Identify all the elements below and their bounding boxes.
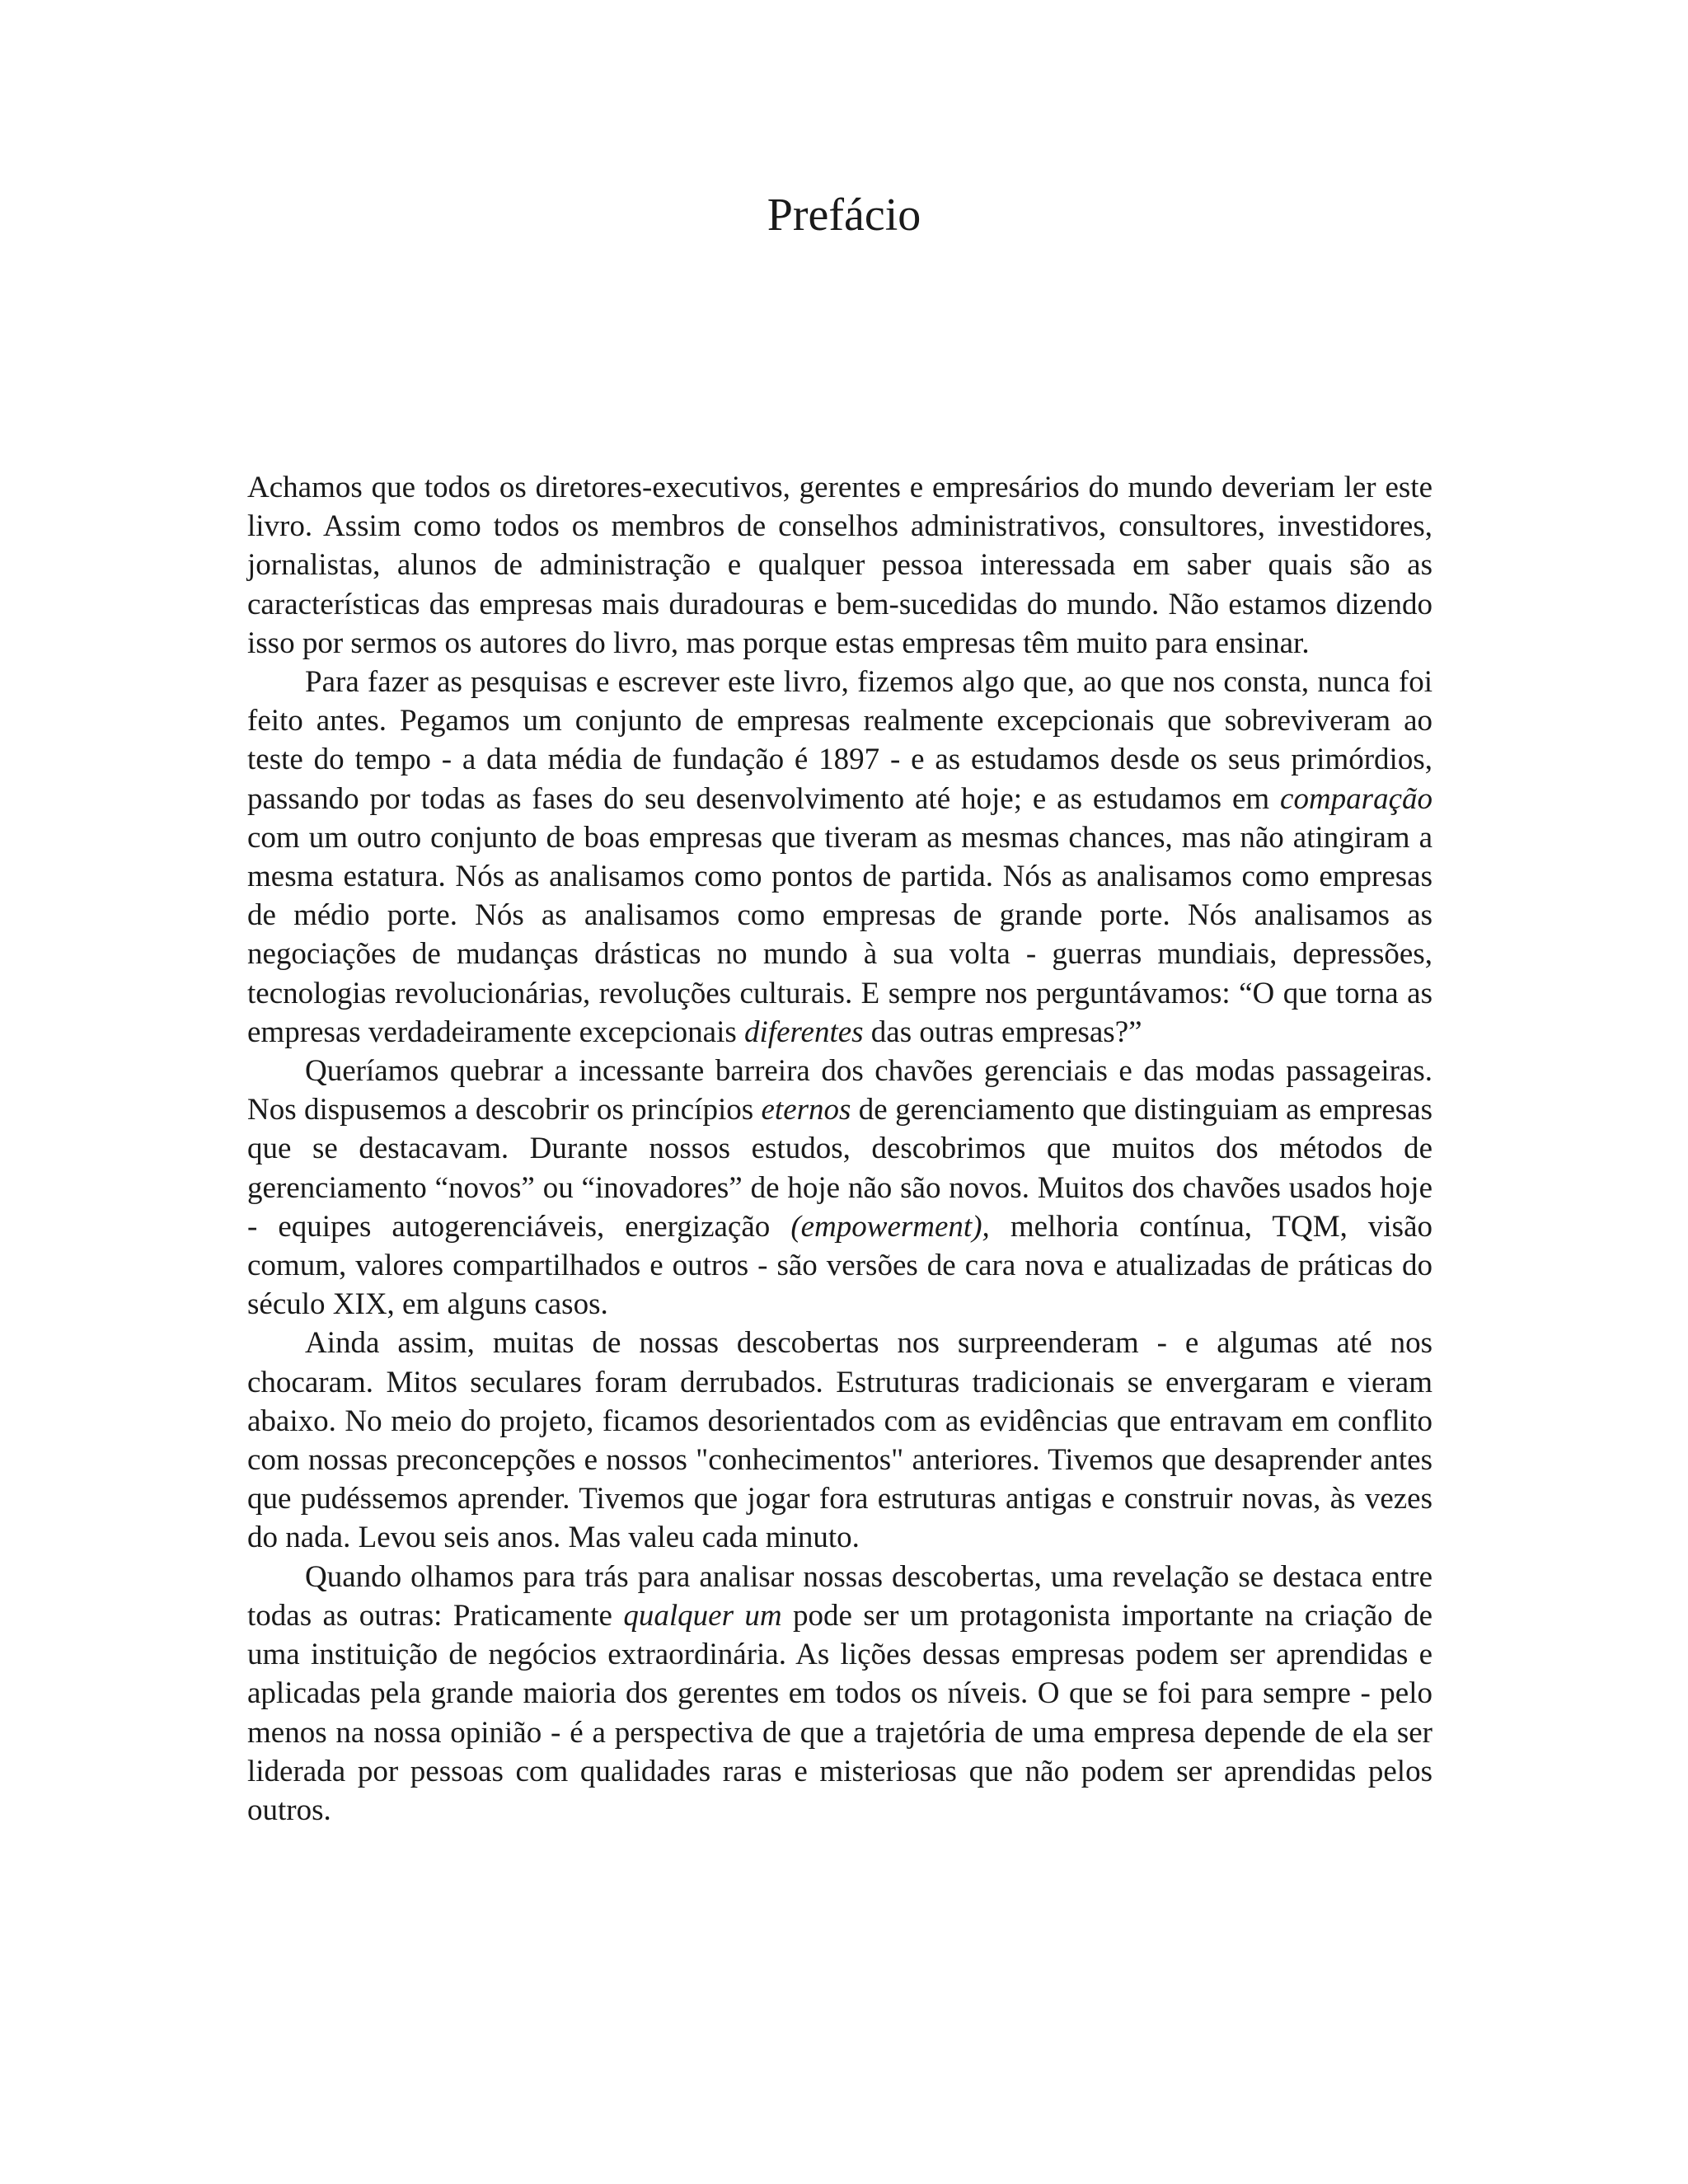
paragraph-text: das outras empresas?”	[863, 1015, 1142, 1049]
italic-emphasis: (empowerment),	[790, 1209, 990, 1244]
paragraph-text: Ainda assim, muitas de nossas descobertas nos surpreenderam - e algumas até nos chocaram. Mitos seculares foram derrubados. Estruturas tradicionais se envergaram e vieram abaixo. No meio do projeto, ficamos desorientados com as evidências que entravam em conflito com nossas preconcepções e nossos "conhecimentos" anteriores. Tivemos que desaprender antes que pudéssemos aprender. Tivemos que jogar fora estruturas antigas e construir novas, às vezes do nada. Levou seis anos. Mas valeu cada minuto.	[247, 1326, 1432, 1555]
paragraph-text: Para fazer as pesquisas e escrever este livro, fizemos algo que, ao que nos consta, nunca foi feito antes. Pegamos um conjunto de empresas realmente excepcionais que sobreviveram ao teste do tempo - a data média de fundação é 1897 - e as estudamos desde os seus primórdios, passando por todas as fases do seu desenvolvimento até hoje; e as estudamos em	[247, 665, 1432, 816]
paragraph-3	[247, 1052, 1432, 1324]
paragraph-text: pode ser um protagonista importante na criação de uma instituição de negócios extraordinária. As lições dessas empresas podem ser aprendidas e aplicadas pela grande maioria dos gerentes em todos os níveis. O que se foi para sempre - pelo menos na nossa opinião - é a perspectiva de que a trajetória de uma empresa depende de ela ser liderada por pessoas com qualidades raras e misteriosas que não podem ser aprendidas pelos outros.	[247, 1598, 1432, 1827]
paragraph-4	[247, 1324, 1432, 1557]
paragraph-text: Achamos que todos os diretores-executivos, gerentes e empresários do mundo deveriam ler este livro. Assim como todos os membros de conselhos administrativos, consultores, investidores, jornalistas, alunos de administração e qualquer pessoa interessada em saber quais são as características das empresas mais duradouras e bem-sucedidas do mundo. Não estamos dizendo isso por sermos os autores do livro, mas porque estas empresas têm muito para ensinar.	[247, 471, 1432, 660]
paragraph-text: Quando olhamos para trás para analisar nossas descobertas, uma revelação se destaca entre todas as outras: Praticamente	[247, 1559, 1432, 1633]
paragraph-text: Queríamos quebrar a incessante barreira dos chavões gerenciais e das modas passageiras. Nos dispusemos a descobrir os princípios	[247, 1054, 1432, 1127]
paragraph-2	[247, 663, 1432, 1052]
paragraph-text: melhoria contínua, TQM, visão comum, valores compartilhados e outros - são versões de cara nova e atualizadas de práticas do século XIX, em alguns casos.	[247, 1209, 1432, 1322]
preface-body	[247, 468, 1432, 1830]
paragraph-text: de gerenciamento que distinguiam as empresas que se destacavam. Durante nossos estudos, descobrimos que muitos dos métodos de gerenciamento “novos” ou “inovadores” de hoje não são novos. Muitos dos chavões usados hoje - equipes autogerenciáveis, energização	[247, 1093, 1432, 1244]
italic-emphasis: diferentes	[744, 1015, 864, 1049]
paragraph-5	[247, 1558, 1432, 1830]
italic-emphasis: comparação	[1280, 781, 1432, 816]
page-title: Prefácio	[767, 190, 921, 241]
paragraph-1	[247, 468, 1432, 663]
paragraph-text: com um outro conjunto de boas empresas que tiveram as mesmas chances, mas não atingiram a mesma estatura. Nós as analisamos como pontos de partida. Nós as analisamos como empresas de médio porte. Nós as analisamos como empresas de grande porte. Nós analisamos as negociações de mudanças drásticas no mundo à sua volta - guerras mundiais, depressões, tecnologias revolucionárias, revoluções culturais. E sempre nos perguntávamos: “O que torna as empresas verdadeiramente excepcionais	[247, 820, 1432, 1049]
italic-emphasis: eternos	[761, 1093, 851, 1127]
italic-emphasis: qualquer um	[623, 1598, 782, 1633]
